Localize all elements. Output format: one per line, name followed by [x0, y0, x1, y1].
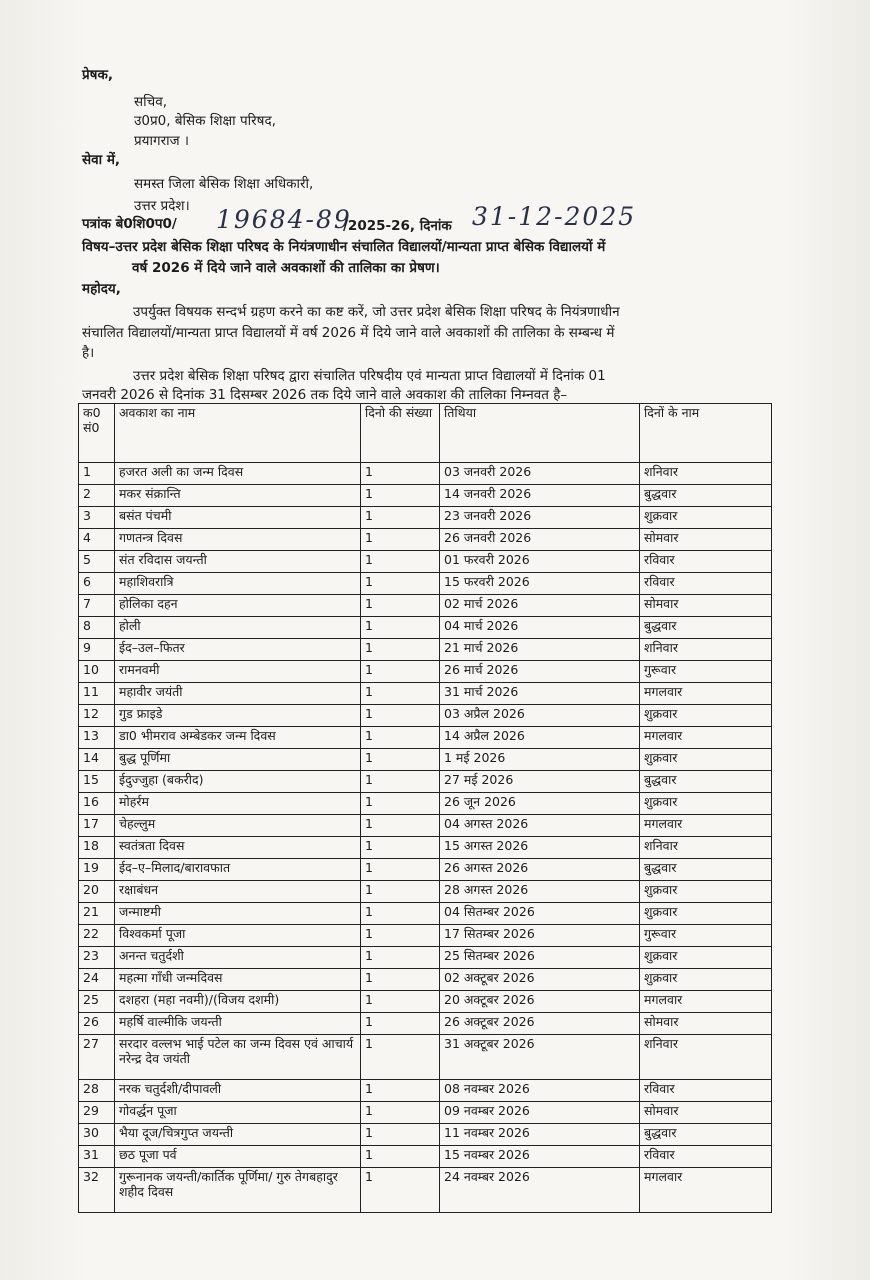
table-row — [79, 815, 772, 837]
table-row — [79, 1080, 772, 1102]
cell-sno: 11 — [79, 683, 115, 705]
cell-days-count: 1 — [361, 1124, 440, 1146]
cell-date: 26 अगस्त 2026 — [440, 859, 640, 881]
sender-line-2: उ0प्र0, बेसिक शिक्षा परिषद, — [134, 113, 276, 129]
cell-holiday-name: चेहल्लुम — [115, 815, 361, 837]
cell-date: 15 नवम्बर 2026 — [440, 1146, 640, 1168]
cell-days-count: 1 — [361, 1168, 440, 1213]
cell-sno: 19 — [79, 859, 115, 881]
cell-sno: 18 — [79, 837, 115, 859]
cell-date: 24 नवम्बर 2026 — [440, 1168, 640, 1213]
cell-days-count: 1 — [361, 881, 440, 903]
cell-weekday: शनिवार — [640, 837, 772, 859]
cell-date: 11 नवम्बर 2026 — [440, 1124, 640, 1146]
cell-holiday-name: सरदार वल्लभ भाई पटेल का जन्म दिवस एवं आचार्य नरेन्द्र देव जयंती — [115, 1035, 361, 1080]
cell-weekday: शुक्रवार — [640, 881, 772, 903]
cell-weekday: मगलवार — [640, 683, 772, 705]
table-row — [79, 881, 772, 903]
cell-date: 1 मई 2026 — [440, 749, 640, 771]
cell-weekday: बुद्धवार — [640, 1124, 772, 1146]
cell-weekday: शुक्रवार — [640, 793, 772, 815]
cell-holiday-name: गुरूनानक जयन्ती/कार्तिक पूर्णिमा/ गुरु तेगबहादुर शहीद दिवस — [115, 1168, 361, 1213]
cell-date: 03 अप्रैल 2026 — [440, 705, 640, 727]
para1-line-2: संचालित विद्यालयों/मान्यता प्राप्त विद्यालयों में वर्ष 2026 में दिये जाने वाले अवकाशों की तालिका के सम्बन्ध में — [82, 325, 615, 341]
table-row — [79, 573, 772, 595]
table-row — [79, 485, 772, 507]
cell-sno: 8 — [79, 617, 115, 639]
cell-sno: 3 — [79, 507, 115, 529]
recipient-line-1: समस्त जिला बेसिक शिक्षा अधिकारी, — [134, 176, 314, 192]
cell-date: 02 अक्टूबर 2026 — [440, 969, 640, 991]
table-row — [79, 639, 772, 661]
cell-date: 23 जनवरी 2026 — [440, 507, 640, 529]
cell-date: 26 जनवरी 2026 — [440, 529, 640, 551]
cell-weekday: मगलवार — [640, 727, 772, 749]
cell-date: 14 अप्रैल 2026 — [440, 727, 640, 749]
cell-sno: 20 — [79, 881, 115, 903]
cell-date: 02 मार्च 2026 — [440, 595, 640, 617]
cell-sno: 27 — [79, 1035, 115, 1080]
cell-date: 03 जनवरी 2026 — [440, 463, 640, 485]
table-row — [79, 771, 772, 793]
table-row — [79, 793, 772, 815]
header-holiday-name: अवकाश का नाम — [115, 404, 361, 463]
cell-sno: 13 — [79, 727, 115, 749]
cell-weekday: मगलवार — [640, 815, 772, 837]
cell-weekday: शुक्रवार — [640, 903, 772, 925]
table-row — [79, 683, 772, 705]
cell-days-count: 1 — [361, 859, 440, 881]
table-row — [79, 749, 772, 771]
cell-holiday-name: बुद्ध पूर्णिमा — [115, 749, 361, 771]
table-header-row — [79, 404, 772, 463]
cell-holiday-name: अनन्त चतुर्दशी — [115, 947, 361, 969]
sender-line-1: सचिव, — [134, 94, 167, 110]
table-row — [79, 903, 772, 925]
cell-sno: 32 — [79, 1168, 115, 1213]
cell-date: 21 मार्च 2026 — [440, 639, 640, 661]
cell-holiday-name: होलिका दहन — [115, 595, 361, 617]
cell-sno: 16 — [79, 793, 115, 815]
cell-sno: 7 — [79, 595, 115, 617]
cell-weekday: बुद्धवार — [640, 771, 772, 793]
cell-date: 26 जून 2026 — [440, 793, 640, 815]
reference-middle: /2025-26, दिनांक — [343, 218, 452, 234]
cell-sno: 15 — [79, 771, 115, 793]
cell-date: 26 मार्च 2026 — [440, 661, 640, 683]
cell-date: 14 जनवरी 2026 — [440, 485, 640, 507]
cell-weekday: रविवार — [640, 551, 772, 573]
cell-date: 15 फरवरी 2026 — [440, 573, 640, 595]
cell-holiday-name: महावीर जयंती — [115, 683, 361, 705]
cell-days-count: 1 — [361, 639, 440, 661]
cell-holiday-name: रक्षाबंधन — [115, 881, 361, 903]
cell-sno: 14 — [79, 749, 115, 771]
cell-date: 08 नवम्बर 2026 — [440, 1080, 640, 1102]
para1-line-3: है। — [82, 345, 95, 361]
header-weekday: दिनों के नाम — [640, 404, 772, 463]
cell-sno: 24 — [79, 969, 115, 991]
cell-date: 31 अक्टूबर 2026 — [440, 1035, 640, 1080]
cell-weekday: शुक्रवार — [640, 705, 772, 727]
cell-holiday-name: गुड फ्राइडे — [115, 705, 361, 727]
cell-days-count: 1 — [361, 507, 440, 529]
table-row — [79, 1124, 772, 1146]
cell-sno: 6 — [79, 573, 115, 595]
para2-line-1: उत्तर प्रदेश बेसिक शिक्षा परिषद द्वारा संचालित परिषदीय एवं मान्यता प्राप्त विद्यालयों में दिनांक 01 — [133, 368, 606, 384]
cell-date: 04 अगस्त 2026 — [440, 815, 640, 837]
header-sno: क0 सं0 — [79, 404, 115, 463]
cell-weekday: बुद्धवार — [640, 485, 772, 507]
cell-weekday: रविवार — [640, 1146, 772, 1168]
table-row — [79, 925, 772, 947]
cell-weekday: शुक्रवार — [640, 507, 772, 529]
cell-weekday: शुक्रवार — [640, 947, 772, 969]
cell-date: 25 सितम्बर 2026 — [440, 947, 640, 969]
holiday-table — [78, 403, 772, 1213]
cell-days-count: 1 — [361, 529, 440, 551]
cell-days-count: 1 — [361, 1080, 440, 1102]
cell-date: 20 अक्टूबर 2026 — [440, 991, 640, 1013]
table-row — [79, 727, 772, 749]
table-row — [79, 1146, 772, 1168]
cell-holiday-name: मकर संक्रान्ति — [115, 485, 361, 507]
cell-days-count: 1 — [361, 661, 440, 683]
cell-days-count: 1 — [361, 573, 440, 595]
table-row — [79, 705, 772, 727]
table-row — [79, 837, 772, 859]
cell-sno: 10 — [79, 661, 115, 683]
cell-holiday-name: रामनवमी — [115, 661, 361, 683]
cell-holiday-name: ईद–ए–मिलाद/बारावफात — [115, 859, 361, 881]
handwritten-date: 31-12-2025 — [472, 202, 637, 231]
cell-sno: 5 — [79, 551, 115, 573]
table-row — [79, 661, 772, 683]
cell-date: 04 मार्च 2026 — [440, 617, 640, 639]
cell-date: 09 नवम्बर 2026 — [440, 1102, 640, 1124]
cell-sno: 31 — [79, 1146, 115, 1168]
cell-weekday: सोमवार — [640, 1013, 772, 1035]
cell-days-count: 1 — [361, 595, 440, 617]
cell-weekday: रविवार — [640, 1080, 772, 1102]
cell-weekday: शनिवार — [640, 1035, 772, 1080]
cell-days-count: 1 — [361, 463, 440, 485]
cell-sno: 12 — [79, 705, 115, 727]
cell-weekday: गुरूवार — [640, 925, 772, 947]
cell-sno: 22 — [79, 925, 115, 947]
cell-date: 17 सितम्बर 2026 — [440, 925, 640, 947]
cell-holiday-name: होली — [115, 617, 361, 639]
cell-days-count: 1 — [361, 793, 440, 815]
cell-weekday: बुद्धवार — [640, 617, 772, 639]
table-row — [79, 529, 772, 551]
cell-holiday-name: जन्माष्टमी — [115, 903, 361, 925]
cell-weekday: शनिवार — [640, 639, 772, 661]
table-row — [79, 595, 772, 617]
cell-weekday: मगलवार — [640, 1168, 772, 1213]
cell-sno: 30 — [79, 1124, 115, 1146]
table-row — [79, 859, 772, 881]
cell-weekday: बुद्धवार — [640, 859, 772, 881]
cell-days-count: 1 — [361, 925, 440, 947]
reference-prefix: पत्रांक बे0शि0प0/ — [82, 216, 177, 232]
cell-holiday-name: छठ पूजा पर्व — [115, 1146, 361, 1168]
cell-days-count: 1 — [361, 705, 440, 727]
cell-weekday: सोमवार — [640, 595, 772, 617]
table-row — [79, 1035, 772, 1080]
cell-holiday-name: गोवर्द्धन पूजा — [115, 1102, 361, 1124]
subject-line-1: विषय–उत्तर प्रदेश बेसिक शिक्षा परिषद के नियंत्रणाधीन संचालित विद्यालयों/मान्यता प्राप्त बेसिक विद्यालयों में — [82, 239, 606, 255]
cell-days-count: 1 — [361, 1035, 440, 1080]
cell-days-count: 1 — [361, 485, 440, 507]
cell-sno: 4 — [79, 529, 115, 551]
cell-weekday: गुरूवार — [640, 661, 772, 683]
cell-days-count: 1 — [361, 771, 440, 793]
cell-date: 31 मार्च 2026 — [440, 683, 640, 705]
cell-days-count: 1 — [361, 947, 440, 969]
cell-weekday: सोमवार — [640, 529, 772, 551]
cell-holiday-name: महत्मा गाँधी जन्मदिवस — [115, 969, 361, 991]
cell-weekday: रविवार — [640, 573, 772, 595]
para1-line-1: उपर्युक्त विषयक सन्दर्भ ग्रहण करने का कष्ट करें, जो उत्तर प्रदेश बेसिक शिक्षा परिषद के नियंत्रणाधीन — [133, 304, 620, 320]
cell-holiday-name: ईदुज्जुहा (बकरीद) — [115, 771, 361, 793]
cell-days-count: 1 — [361, 749, 440, 771]
recipient-line-2: उत्तर प्रदेश। — [134, 198, 190, 214]
header-days-count: दिनो की संख्या — [361, 404, 440, 463]
cell-sno: 1 — [79, 463, 115, 485]
cell-days-count: 1 — [361, 815, 440, 837]
cell-weekday: शुक्रवार — [640, 749, 772, 771]
table-row — [79, 1013, 772, 1035]
table-row — [79, 551, 772, 573]
cell-sno: 25 — [79, 991, 115, 1013]
table-row — [79, 969, 772, 991]
table-row — [79, 947, 772, 969]
cell-holiday-name: संत रविदास जयन्ती — [115, 551, 361, 573]
cell-holiday-name: हजरत अली का जन्म दिवस — [115, 463, 361, 485]
cell-sno: 29 — [79, 1102, 115, 1124]
cell-days-count: 1 — [361, 617, 440, 639]
recipient-label: सेवा में, — [82, 152, 121, 168]
cell-weekday: शनिवार — [640, 463, 772, 485]
header-date: तिथिया — [440, 404, 640, 463]
cell-sno: 28 — [79, 1080, 115, 1102]
cell-holiday-name: दशहरा (महा नवमी)/(विजय दशमी) — [115, 991, 361, 1013]
cell-weekday: शुक्रवार — [640, 969, 772, 991]
cell-holiday-name: महर्षि वाल्मीकि जयन्ती — [115, 1013, 361, 1035]
table-row — [79, 617, 772, 639]
cell-holiday-name: भैया दूज/चित्रगुप्त जयन्ती — [115, 1124, 361, 1146]
cell-days-count: 1 — [361, 727, 440, 749]
cell-weekday: मगलवार — [640, 991, 772, 1013]
para2-line-2: जनवरी 2026 से दिनांक 31 दिसम्बर 2026 तक दिये जाने वाले अवकाश की तालिका निम्नवत है– — [82, 387, 568, 403]
cell-holiday-name: स्वतंत्रता दिवस — [115, 837, 361, 859]
cell-sno: 9 — [79, 639, 115, 661]
cell-date: 28 अगस्त 2026 — [440, 881, 640, 903]
cell-days-count: 1 — [361, 969, 440, 991]
cell-date: 04 सितम्बर 2026 — [440, 903, 640, 925]
table-row — [79, 1102, 772, 1124]
subject-line-2: वर्ष 2026 में दिये जाने वाले अवकाशों की तालिका का प्रेषण। — [132, 260, 440, 276]
cell-holiday-name: ईद–उल–फितर — [115, 639, 361, 661]
cell-holiday-name: विश्वकर्मा पूजा — [115, 925, 361, 947]
sender-line-3: प्रयागराज । — [134, 133, 190, 149]
cell-days-count: 1 — [361, 551, 440, 573]
holiday-table-body — [79, 463, 772, 1213]
cell-sno: 26 — [79, 1013, 115, 1035]
salutation: महोदय, — [82, 281, 121, 297]
table-row — [79, 991, 772, 1013]
cell-date: 26 अक्टूबर 2026 — [440, 1013, 640, 1035]
cell-days-count: 1 — [361, 1013, 440, 1035]
cell-days-count: 1 — [361, 991, 440, 1013]
cell-holiday-name: बसंत पंचमी — [115, 507, 361, 529]
cell-days-count: 1 — [361, 683, 440, 705]
cell-date: 15 अगस्त 2026 — [440, 837, 640, 859]
sender-label: प्रेषक, — [82, 67, 113, 83]
cell-days-count: 1 — [361, 837, 440, 859]
table-row — [79, 507, 772, 529]
cell-holiday-name: महाशिवरात्रि — [115, 573, 361, 595]
cell-days-count: 1 — [361, 1146, 440, 1168]
handwritten-letter-number: 19684-89 — [216, 205, 352, 234]
cell-date: 01 फरवरी 2026 — [440, 551, 640, 573]
cell-holiday-name: गणतन्त्र दिवस — [115, 529, 361, 551]
cell-days-count: 1 — [361, 903, 440, 925]
cell-sno: 21 — [79, 903, 115, 925]
cell-holiday-name: मोहर्रम — [115, 793, 361, 815]
cell-date: 27 मई 2026 — [440, 771, 640, 793]
cell-days-count: 1 — [361, 1102, 440, 1124]
table-row — [79, 463, 772, 485]
cell-holiday-name: नरक चतुर्दशी/दीपावली — [115, 1080, 361, 1102]
table-row — [79, 1168, 772, 1213]
cell-weekday: सोमवार — [640, 1102, 772, 1124]
cell-sno: 17 — [79, 815, 115, 837]
cell-sno: 2 — [79, 485, 115, 507]
cell-sno: 23 — [79, 947, 115, 969]
cell-holiday-name: डा0 भीमराव अम्बेडकर जन्म दिवस — [115, 727, 361, 749]
